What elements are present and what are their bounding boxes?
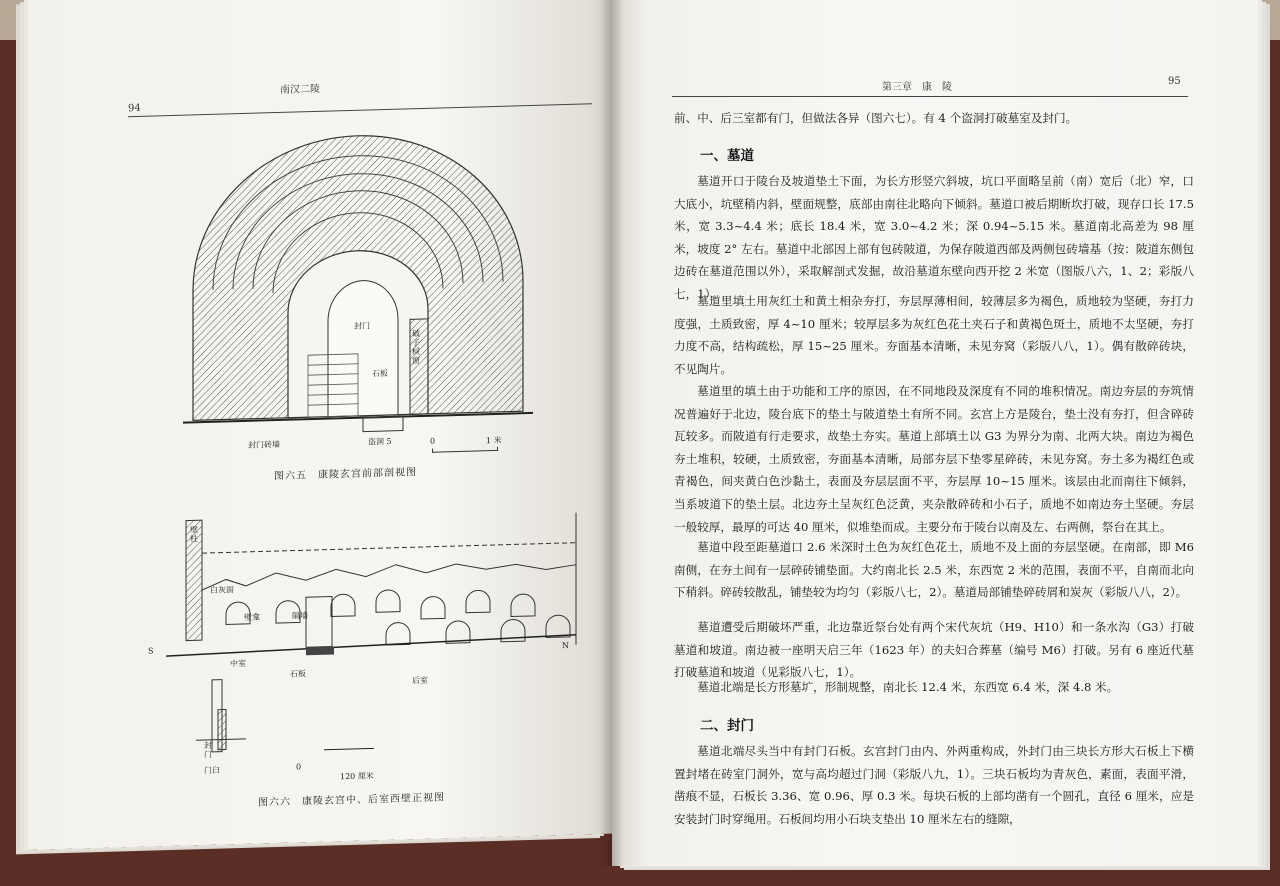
scale66-start: 0	[296, 762, 302, 772]
left-header-rule	[128, 103, 592, 117]
scale65-start: 0	[430, 436, 436, 446]
label-partition: 隔墙	[292, 611, 308, 621]
left-page-number: 94	[128, 102, 141, 115]
scale65-bar	[432, 447, 498, 453]
label-rear-room: 后室	[412, 675, 428, 686]
paragraph-2: 墓道里填土用灰红土和黄土相杂夯打，夯层厚薄相间，较薄层多为褐色，质地较为坚硬，夯打力度强，土质致密，厚 4~10 厘米；较厚层多为灰红色花土夹石子和黄褐色斑土，质地不太坚硬，夯打力度不高，结构疏松，厚 15~25 厘米。夯面基本清晰，未见夯窝（彩版八八，1）。偶有散碎砖块，不见陶片。	[674, 294, 1194, 376]
paragraph-3: 墓道里的填土由于功能和工序的原因，在不同地段及深度有不同的堆积情况。南边夯层的夯筑情况普遍好于北边，陵台底下的垫土与陂道垫土有所不同。玄宫上方是陵台，垫土没有夯打，但含碎砖瓦较多。而陂道有行走要求，故垫土夯实。墓道上部填土以 G3 为界分为南、北两大块。南边为褐色夯土堆积，较硬，土质致密，夯面基本清晰，局部夯层下垫零星碎砖，未见夯窝。夯土多为褐红色或青褐色，间夹黄白色沙黏土，表面及夯层层面不平，夯层厚 10~15 厘米。该层由北而南往下倾斜，当系坡道下的垫土层。北边夯土呈灰红色泛黄，夹杂散碎砖和小石子，质地不如南边夯土坚硬。夯层一般较厚，最厚的可达 40 厘米，似堆垫而成。主要分布于陵台以南及左、右两侧，祭台在其上。	[674, 384, 1194, 534]
label-stone-slab: 石板	[372, 368, 388, 379]
label-north: N	[562, 640, 569, 651]
label-seal-wall: 封门砖墙	[248, 439, 280, 450]
paragraph-7: 墓道北端尽头当中有封门石板。玄宫封门由内、外两重构成，外封门由三块长方形大石板上下横置封堵在砖室门洞外，宽与高均超过门洞（彩版八九，1）。三块石板均为青灰色，素面，表面平滑，凿痕不显，石板长 3.36、宽 0.96、厚 0.3 米。每块石板的上部均凿有一个圆孔，直径 6 厘米，应是安装封门时穿绳用。石板间均用小石块支垫出 10 厘米左右的缝隙，	[674, 744, 1194, 826]
label-robbery-hole: 盗洞 5	[368, 436, 392, 447]
right-header-rule	[672, 96, 1188, 97]
label-seal-door: 封门	[354, 321, 370, 331]
label-door-socket: 门臼	[204, 765, 220, 776]
label-stone-door: 封门	[204, 740, 212, 760]
label-lattice-window: 破子棂窗	[412, 329, 420, 366]
paragraph-4: 墓道中段至距墓道口 2.6 米深时土色为灰红色花土，质地不及上面的夯层坚硬。在南部，即 M6 南侧，在夯土间有一层碎砖铺垫面。大约南北长 2.5 米，东西宽 2 米的范围，表面不平，自南而北向下稍斜。碎砖较散乱，铺垫较为均匀（彩版八七，2）。墓道局部铺垫碎砖屑和炭灰（彩版八八，2）。	[674, 540, 1194, 600]
left-page	[28, 0, 612, 850]
right-page-header: 第三章 康 陵	[882, 82, 952, 93]
figure-65-caption: 图六五 康陵玄宫前部剖视图	[274, 467, 417, 483]
section-title-1: 一、墓道	[700, 148, 754, 164]
paragraph-5: 墓道遭受后期破坏严重，北边靠近祭台处有两个宋代灰坑（H9、H10）和一条水沟（G3）打破墓道和坡道。南边被一座明天启三年（1623 年）的夫妇合葬墓（编号 M6）打破。另有 6 座近代墓打破墓道和坡道（见彩版八七，1）。	[674, 620, 1194, 680]
figure-66-elevation-drawing	[156, 504, 588, 756]
paragraph-1: 墓道开口于陵台及坡道垫土下面，为长方形竖穴斜坡，坑口平面略呈前（南）宽后（北）窄，口大底小，坑壁稍内斜，壁面规整，底部由南往北略向下倾斜。墓道口被后期断坎打破，现存口长 17.5 米，宽 3.3~4.4 米；底长 18.4 米，宽 3.0~4.2 米；深 0.94~5.15 米。墓道南北高差为 98 厘米，坡度 2° 左右。墓道中北部因上部有包砖陂道，为保存陂道西部及两侧包砖墙基（按：陂道东侧包边砖在墓道范围以外），采取解剖式发掘，故沿墓道东壁向西开挖 2 米宽（图版八六，1、2；彩版八七，1）。	[674, 174, 1194, 301]
label-south: S	[148, 646, 154, 656]
scale65-end: 1 米	[486, 435, 502, 446]
scale66-end: 120 厘米	[340, 771, 374, 782]
left-page-header: 南汉二陵	[280, 83, 320, 96]
figure-65-section-drawing	[178, 121, 538, 451]
paragraph-6: 墓道北端是长方形墓圹，形制规整，南北长 12.4 米，东西宽 6.4 米，深 4.8 米。	[697, 680, 1119, 694]
label-niche: 壁龛	[244, 612, 260, 622]
book-gutter-shadow	[600, 0, 624, 866]
figure-66-caption: 图六六 康陵玄宫中、后室西壁正视图	[258, 792, 445, 809]
right-page-number: 95	[1168, 76, 1181, 87]
label-white-lime: 白灰面	[210, 585, 234, 595]
paragraph-0: 前、中、后三室都有门，但做法各异（图六七）。有 4 个盗洞打破墓室及封门。	[674, 111, 1078, 125]
label-middle-room: 中室	[230, 658, 246, 669]
section-title-2: 二、封门	[700, 718, 754, 734]
label-wall-pillar: 壁柱	[190, 525, 198, 544]
label-stone-slab-66: 石板	[290, 669, 306, 679]
